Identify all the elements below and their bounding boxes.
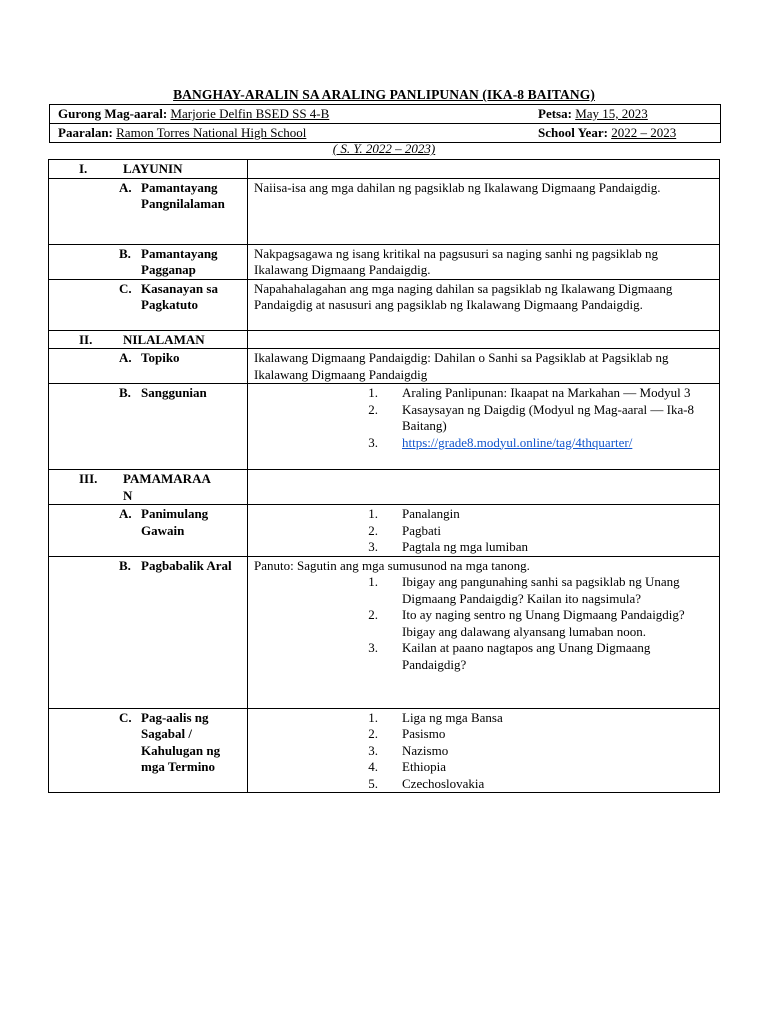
section-title: PAMAMARAAN: [123, 471, 211, 503]
list-item-text: Pasismo: [402, 726, 446, 741]
table-row: [49, 178, 720, 244]
section-heading-cell: [49, 330, 248, 349]
row-label-cell: [49, 556, 248, 708]
table-row: [49, 708, 720, 793]
list-number: 2.: [368, 607, 378, 622]
reference-list: [254, 385, 715, 451]
list-item-text: Ito ay naging sentro ng Unang Digmaang Pandaigdig? Ibigay ang dalawang alyansang lumaban noon.: [402, 607, 685, 639]
table-row: [49, 505, 720, 557]
row-label: Sanggunian: [141, 385, 207, 400]
row-letter: A.: [119, 179, 132, 195]
list-item-text: Ethiopia: [402, 759, 447, 774]
lesson-plan-table: [48, 159, 720, 793]
list-number: 1.: [368, 709, 378, 725]
row-label-cell: [49, 178, 248, 244]
list-item: [254, 640, 715, 673]
list-item-text: Ibigay ang pangunahing sanhi sa pagsiklab ng Unang Digmaang Pandaigdig? Kailan ito nagsimula?: [402, 574, 680, 606]
list-item-text: Pagbati: [402, 522, 441, 538]
row-label: Panimulang Gawain: [141, 506, 209, 538]
list-number: 1.: [368, 574, 378, 589]
school-year-label: School Year:: [538, 125, 608, 140]
row-label: Pamantayang Pagganap: [141, 245, 218, 277]
row-letter: B.: [119, 557, 131, 573]
review-instruction: Panuto: Sagutin ang mga sumusunod na mga tanong.: [254, 557, 530, 573]
list-item-text: Araling Panlipunan: Ikaapat na Markahan — Modyul 3: [402, 385, 691, 400]
section-row-nilalaman: [49, 330, 720, 349]
list-item-text: Kasaysayan ng Daigdig (Modyul ng Mag-aaral — Ika-8 Baitang): [402, 401, 695, 433]
section-number: III.: [79, 471, 98, 486]
row-label: Topiko: [141, 350, 180, 365]
section-heading-cell: [49, 160, 248, 179]
header-row-teacher: [50, 105, 720, 124]
row-content-cell: [248, 708, 720, 793]
table-row: [49, 384, 720, 470]
list-number: 3.: [368, 434, 378, 450]
table-row: [49, 349, 720, 384]
list-item: [254, 539, 715, 556]
school-year-line: ( S. Y. 2022 – 2023): [332, 141, 436, 156]
row-label: Pagbabalik Aral: [141, 557, 232, 573]
list-item: [254, 385, 715, 402]
list-item-text: Liga ng mga Bansa: [402, 709, 503, 725]
teacher-label: Gurong Mag-aaral:: [58, 106, 168, 121]
list-item: [254, 776, 715, 793]
row-content-cell: [248, 384, 720, 470]
row-content-cell: Nakpagsagawa ng isang kritikal na pagsusuri sa naging sanhi ng pagsiklab ng Ikalawang Digmaang Pandaigdig.: [248, 244, 720, 279]
section-empty-cell: [248, 160, 720, 179]
list-item-text: Kailan at paano nagtapos ang Unang Digmaang Pandaigdig?: [402, 640, 651, 672]
header-row-school: [50, 124, 720, 142]
row-letter: A.: [119, 350, 132, 365]
list-number: 5.: [368, 775, 378, 791]
list-item: [254, 523, 715, 540]
row-content-cell: Naiisa-isa ang mga dahilan ng pagsiklab ng Ikalawang Digmaang Pandaigdig.: [248, 178, 720, 244]
list-item: [254, 607, 715, 640]
section-number: II.: [79, 331, 93, 347]
row-content-cell: Napahahalagahan ang mga naging dahilan sa pagsiklab ng Ikalawang Digmaang Pandaigdig at nasusuri ang pagsiklab ng Ikalawang Digmaang Pandaigdig.: [248, 279, 720, 330]
row-label-cell: [49, 505, 248, 557]
date-cell: [538, 105, 720, 123]
reference-link[interactable]: https://grade8.modyul.online/tag/4thquarter/: [402, 434, 633, 450]
row-label-cell: [49, 349, 248, 384]
opening-activity-list: [254, 506, 715, 556]
list-number: 3.: [368, 539, 378, 554]
list-item-text: Pagtala ng mga lumiban: [402, 539, 529, 554]
list-item: [254, 759, 715, 776]
list-item: [254, 435, 715, 452]
row-label-cell: [49, 244, 248, 279]
list-item: [254, 726, 715, 743]
list-item: [254, 574, 715, 607]
row-label-cell: [49, 384, 248, 470]
list-number: 4.: [368, 759, 378, 774]
row-content-cell: [248, 505, 720, 557]
row-content-cell: [248, 556, 720, 708]
school-label: Paaralan:: [58, 125, 113, 140]
school-value: Ramon Torres National High School: [116, 125, 307, 140]
header-table: [49, 104, 721, 143]
row-letter: A.: [119, 506, 132, 521]
teacher-value: Marjorie Delfin BSED SS 4-B: [170, 106, 330, 121]
section-heading-cell: [49, 470, 248, 505]
terms-list: [254, 710, 715, 793]
table-row: [49, 279, 720, 330]
list-number: 1.: [368, 506, 378, 521]
date-value: May 15, 2023: [575, 106, 648, 121]
list-number: 3.: [368, 742, 378, 758]
section-title: LAYUNIN: [123, 161, 183, 176]
list-number: 2.: [368, 401, 378, 417]
section-row-layunin: [49, 160, 720, 179]
list-item: [254, 506, 715, 523]
row-letter: C.: [119, 709, 132, 725]
list-number: 3.: [368, 640, 378, 655]
school-cell: [50, 124, 538, 142]
date-label: Petsa:: [538, 106, 572, 121]
list-number: 2.: [368, 726, 378, 741]
review-question-list: [254, 574, 715, 673]
list-item-text: Panalangin: [402, 506, 460, 521]
row-letter: B.: [119, 245, 131, 261]
row-letter: B.: [119, 385, 131, 400]
section-row-pamamaraan: [49, 470, 720, 505]
teacher-cell: [50, 105, 538, 123]
table-row: [49, 244, 720, 279]
section-title: NILALAMAN: [123, 331, 205, 347]
row-label-cell: [49, 279, 248, 330]
row-letter: C.: [119, 280, 132, 296]
school-year-value: 2022 – 2023: [611, 125, 677, 140]
list-item: [254, 710, 715, 727]
section-empty-cell: [248, 330, 720, 349]
section-number: I.: [79, 161, 88, 176]
school-year-cell: [538, 124, 720, 142]
list-number: 2.: [368, 522, 378, 538]
document-title: BANGHAY-ARALIN SA ARALING PANLIPUNAN (IKA-8 BAITANG): [173, 87, 595, 102]
row-label: Kasanayan sa Pagkatuto: [141, 280, 218, 312]
section-empty-cell: [248, 470, 720, 505]
row-content-cell: Ikalawang Digmaang Pandaigdig: Dahilan o Sanhi sa Pagsiklab at Pagsiklab ng Ikalawang Digmaang Pandaigdig: [248, 349, 720, 384]
list-number: 1.: [368, 385, 378, 400]
table-row: [49, 556, 720, 708]
row-label: Pamantayang Pangnilalaman: [141, 179, 225, 211]
list-item: [254, 743, 715, 760]
list-item-text: Nazismo: [402, 742, 449, 758]
list-item-text: Czechoslovakia: [402, 775, 485, 791]
row-label: Pag-aalis ng Sagabal / Kahulugan ng mga Termino: [141, 709, 221, 774]
list-item: [254, 402, 715, 435]
row-label-cell: [49, 708, 248, 793]
